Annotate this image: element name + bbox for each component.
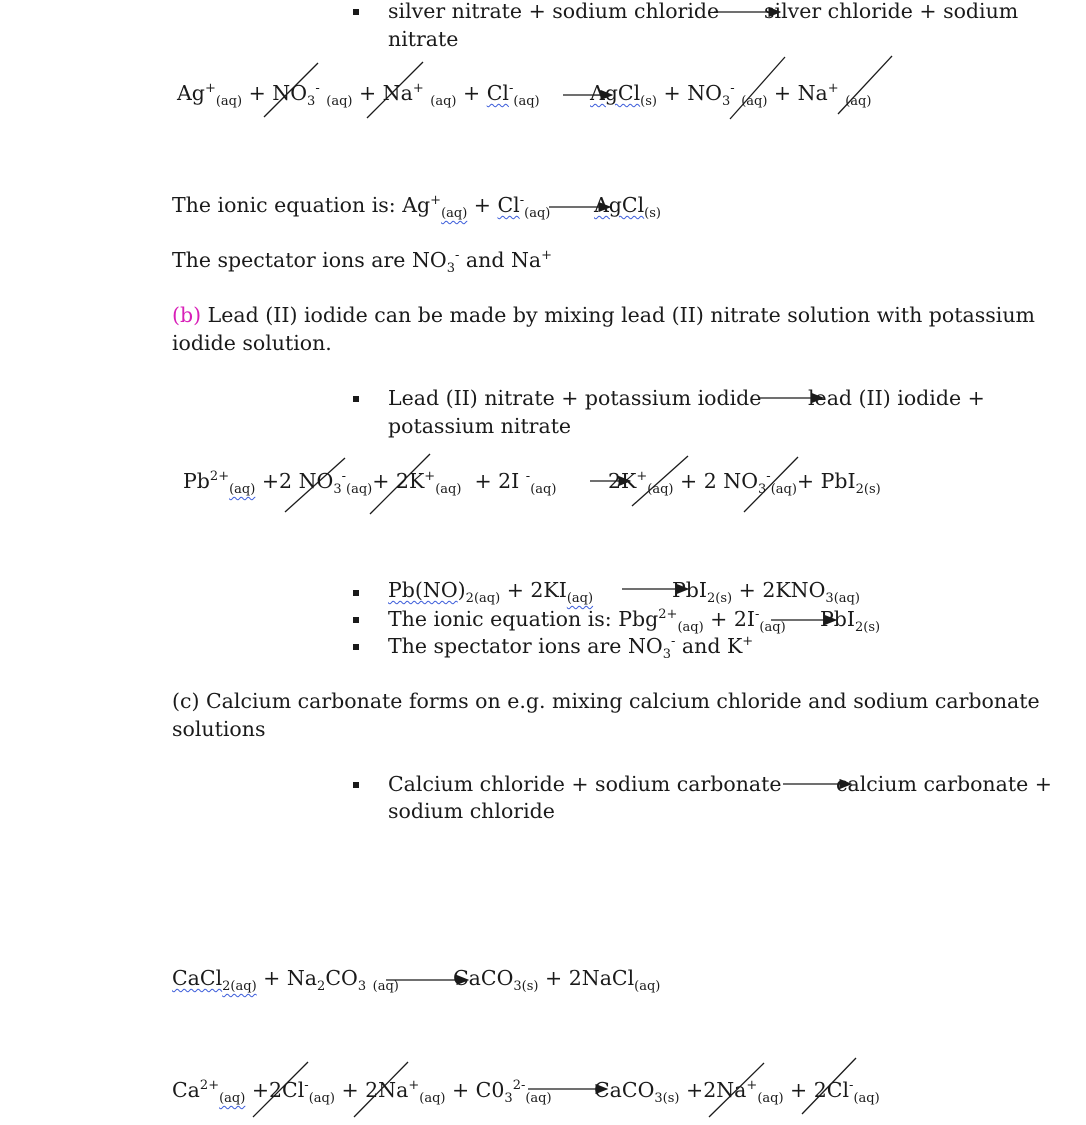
formula-equation: $Pb(NO)_{2(aq)} + 2KI_{(aq)}$	[388, 578, 594, 607]
bullet	[353, 9, 359, 15]
full-equation-products: AgCl$_{(s)}$ + $NO_3^-$ $_{(aq)}$ + Na+ $_{(aq)}$	[590, 81, 872, 110]
full-equation-products: $2K^+_{(aq)} + 2$ $NO_3^-_{(aq)}+ PbI_{2(s)}$	[608, 469, 881, 498]
bullet	[353, 617, 359, 623]
ionic-equation-product: PbI$_{2(s)}$	[820, 607, 881, 636]
ionic-equation: The ionic equation is: $Pbg^{2+}_{(aq)} + 2I^-_{(aq)}$	[388, 607, 786, 636]
word-equation-rhs-cont: potassium nitrate	[388, 414, 572, 438]
word-equation-rhs: silver chloride + sodium	[764, 0, 1019, 23]
word-equation-rhs-cont: sodium chloride	[388, 799, 555, 823]
bullet	[353, 644, 359, 650]
word-equation-lhs: Lead (II) nitrate + potassium iodide	[388, 386, 762, 410]
formula-equation-products: CaCO$_{3(s)}$ + 2NaCl$_{(aq)}$	[453, 966, 661, 995]
word-equation-lhs: Calcium chloride + sodium carbonate	[388, 772, 782, 796]
ionic-equation-products: CaCO$_{3(s)}$ $+2Na^+_{(aq)} + 2Cl^-_{(aq)}$	[594, 1078, 880, 1107]
section-c-intro-cont: solutions	[172, 717, 266, 741]
section-b-intro-cont: iodide solution.	[172, 331, 332, 355]
spectator-ions: The spectator ions are $NO_3^-$ and Na+	[172, 248, 553, 277]
section-c-intro: (c) Calcium carbonate forms on e.g. mixing calcium chloride and sodium carbonate	[172, 689, 1040, 713]
bullet	[353, 782, 359, 788]
word-equation-rhs-cont: nitrate	[388, 27, 459, 51]
formula-equation-products: $PbI_{2(s)} + 2KNO_{3(aq)}$	[672, 578, 860, 607]
ionic-equation-product: AgCl$_{(s)}$	[594, 193, 661, 222]
full-equation: $Ag^+_{(aq)} + NO_3^-$ $_{(aq)}$ + Na+ $_{(aq)} + Cl^-_{(aq)}$	[177, 81, 540, 110]
ionic-equation: $Ca^{2+}_{(aq)} +2Cl^-_{(aq)} + 2Na^+_{(aq)} + C0_3^{2-}_{(aq)}$	[172, 1078, 552, 1107]
full-equation: $Pb^{2+}_{(aq)} +2$ $NO_3^-_{(aq)}+ 2K^+_{(aq)} + 2I$ -$_{(aq)}$	[183, 469, 557, 498]
word-equation-rhs: calcium carbonate +	[836, 772, 1052, 796]
bullet	[353, 590, 359, 596]
spectator-ions: The spectator ions are $NO_3^-$ and K+	[388, 634, 754, 663]
ionic-equation: The ionic equation is: $Ag^+_{(aq)} + Cl^-_{(aq)}$	[172, 193, 551, 222]
bullet	[353, 396, 359, 402]
word-equation-rhs: lead (II) iodide +	[808, 386, 985, 410]
formula-equation: CaCl$_{2(aq)}$ + $Na_2CO_3$ $_{(aq)}$	[172, 966, 399, 995]
word-equation-lhs: silver nitrate + sodium chloride	[388, 0, 720, 23]
section-b-intro: (b) Lead (II) iodide can be made by mixing lead (II) nitrate solution with potassium	[172, 303, 1035, 327]
